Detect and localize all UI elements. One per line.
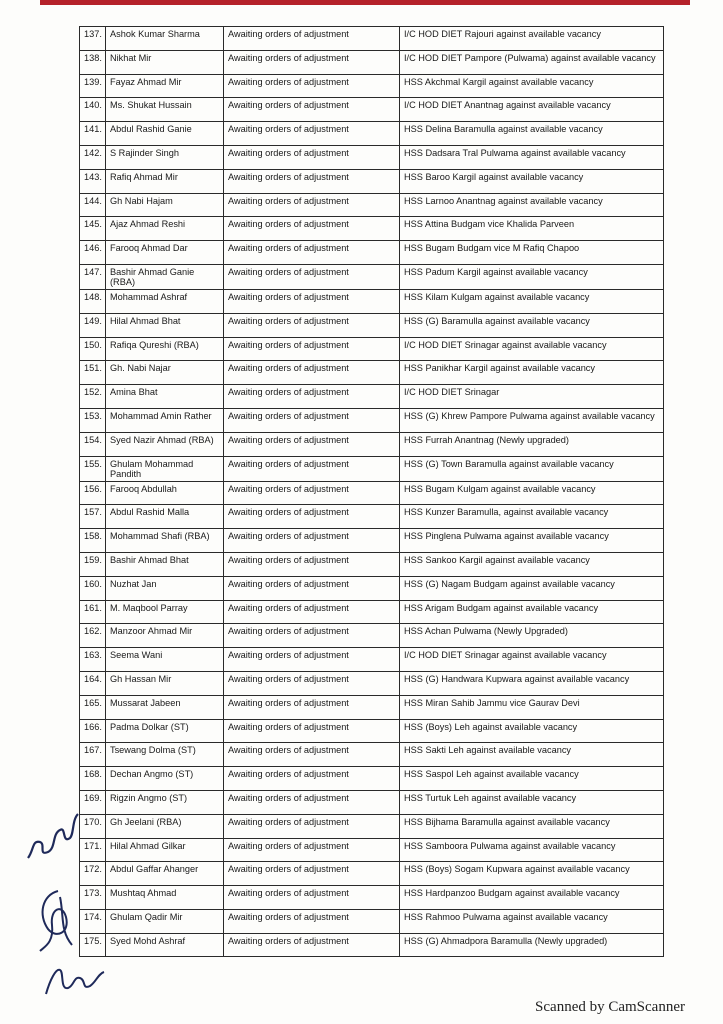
serial-number-cell: 143. xyxy=(80,169,106,193)
table-row xyxy=(80,408,664,432)
posting-cell: HSS Kunzer Baramulla, against available vacancy xyxy=(400,505,664,529)
table-row xyxy=(80,838,664,862)
status-cell: Awaiting orders of adjustment xyxy=(224,289,400,313)
posting-cell: HSS Arigam Budgam against available vacancy xyxy=(400,600,664,624)
name-cell: Ghulam Qadir Mir xyxy=(106,909,224,933)
serial-number-cell: 159. xyxy=(80,552,106,576)
status-cell: Awaiting orders of adjustment xyxy=(224,719,400,743)
serial-number-cell: 156. xyxy=(80,481,106,505)
table-row xyxy=(80,50,664,74)
table-row xyxy=(80,481,664,505)
name-cell: M. Maqbool Parray xyxy=(106,600,224,624)
status-cell: Awaiting orders of adjustment xyxy=(224,648,400,672)
posting-cell: HSS Miran Sahib Jammu vice Gaurav Devi xyxy=(400,695,664,719)
table-row xyxy=(80,241,664,265)
posting-cell: HSS Delina Baramulla against available vacancy xyxy=(400,122,664,146)
posting-cell: I/C HOD DIET Srinagar xyxy=(400,385,664,409)
serial-number-cell: 148. xyxy=(80,289,106,313)
table-row xyxy=(80,361,664,385)
table-row xyxy=(80,74,664,98)
table-row xyxy=(80,790,664,814)
serial-number-cell: 151. xyxy=(80,361,106,385)
name-cell: Gh Nabi Hajam xyxy=(106,193,224,217)
name-cell: Mohammad Amin Rather xyxy=(106,408,224,432)
table-row xyxy=(80,193,664,217)
name-cell: Ms. Shukat Hussain xyxy=(106,98,224,122)
status-cell: Awaiting orders of adjustment xyxy=(224,27,400,51)
name-cell: Hilal Ahmad Gilkar xyxy=(106,838,224,862)
status-cell: Awaiting orders of adjustment xyxy=(224,50,400,74)
serial-number-cell: 141. xyxy=(80,122,106,146)
posting-cell: HSS Rahmoo Pulwama against available vacancy xyxy=(400,909,664,933)
table-row xyxy=(80,552,664,576)
status-cell: Awaiting orders of adjustment xyxy=(224,505,400,529)
name-cell: Manzoor Ahmad Mir xyxy=(106,624,224,648)
posting-cell: HSS (Boys) Sogam Kupwara against available vacancy xyxy=(400,862,664,886)
status-cell: Awaiting orders of adjustment xyxy=(224,909,400,933)
table-row xyxy=(80,505,664,529)
table-row xyxy=(80,933,664,957)
status-cell: Awaiting orders of adjustment xyxy=(224,98,400,122)
status-cell: Awaiting orders of adjustment xyxy=(224,576,400,600)
posting-cell: HSS Pinglena Pulwama against available vacancy xyxy=(400,529,664,553)
table-row xyxy=(80,385,664,409)
serial-number-cell: 158. xyxy=(80,529,106,553)
name-cell: Rigzin Angmo (ST) xyxy=(106,790,224,814)
posting-cell: HSS Hardpanzoo Budgam against available vacancy xyxy=(400,886,664,910)
status-cell: Awaiting orders of adjustment xyxy=(224,313,400,337)
name-cell: Mohammad Shafi (RBA) xyxy=(106,529,224,553)
posting-cell: HSS Baroo Kargil against available vacancy xyxy=(400,169,664,193)
serial-number-cell: 171. xyxy=(80,838,106,862)
serial-number-cell: 168. xyxy=(80,767,106,791)
posting-cell: HSS Sakti Leh against available vacancy xyxy=(400,743,664,767)
table-row xyxy=(80,862,664,886)
name-cell: S Rajinder Singh xyxy=(106,145,224,169)
serial-number-cell: 163. xyxy=(80,648,106,672)
name-cell: Syed Nazir Ahmad (RBA) xyxy=(106,432,224,456)
serial-number-cell: 162. xyxy=(80,624,106,648)
serial-number-cell: 166. xyxy=(80,719,106,743)
name-cell: Ajaz Ahmad Reshi xyxy=(106,217,224,241)
posting-cell: I/C HOD DIET Anantnag against available vacancy xyxy=(400,98,664,122)
table-row xyxy=(80,743,664,767)
name-cell: Rafiqa Qureshi (RBA) xyxy=(106,337,224,361)
serial-number-cell: 152. xyxy=(80,385,106,409)
posting-cell: HSS (G) Khrew Pampore Pulwama against available vacancy xyxy=(400,408,664,432)
status-cell: Awaiting orders of adjustment xyxy=(224,600,400,624)
status-cell: Awaiting orders of adjustment xyxy=(224,432,400,456)
posting-cell: HSS Saspol Leh against available vacancy xyxy=(400,767,664,791)
table-row xyxy=(80,27,664,51)
serial-number-cell: 150. xyxy=(80,337,106,361)
scanner-watermark: Scanned by CamScanner xyxy=(535,999,685,1015)
name-cell: Mussarat Jabeen xyxy=(106,695,224,719)
posting-cell: HSS Dadsara Tral Pulwama against available vacancy xyxy=(400,145,664,169)
table-row xyxy=(80,909,664,933)
table-row xyxy=(80,337,664,361)
name-cell: Padma Dolkar (ST) xyxy=(106,719,224,743)
name-cell: Nikhat Mir xyxy=(106,50,224,74)
table-row xyxy=(80,529,664,553)
posting-cell: HSS Kilam Kulgam against available vacancy xyxy=(400,289,664,313)
posting-cell: HSS Bugam Kulgam against available vacancy xyxy=(400,481,664,505)
name-cell: Tsewang Dolma (ST) xyxy=(106,743,224,767)
posting-cell: HSS Turtuk Leh against available vacancy xyxy=(400,790,664,814)
table-row xyxy=(80,169,664,193)
serial-number-cell: 147. xyxy=(80,264,106,289)
posting-cell: HSS Furrah Anantnag (Newly upgraded) xyxy=(400,432,664,456)
status-cell: Awaiting orders of adjustment xyxy=(224,74,400,98)
serial-number-cell: 145. xyxy=(80,217,106,241)
posting-cell: HSS Attina Budgam vice Khalida Parveen xyxy=(400,217,664,241)
serial-number-cell: 155. xyxy=(80,456,106,481)
table-row xyxy=(80,432,664,456)
status-cell: Awaiting orders of adjustment xyxy=(224,408,400,432)
posting-cell: HSS (G) Ahmadpora Baramulla (Newly upgraded) xyxy=(400,933,664,957)
name-cell: Gh Jeelani (RBA) xyxy=(106,814,224,838)
status-cell: Awaiting orders of adjustment xyxy=(224,361,400,385)
top-edge-band xyxy=(40,0,690,5)
table-row xyxy=(80,122,664,146)
name-cell: Fayaz Ahmad Mir xyxy=(106,74,224,98)
name-cell: Hilal Ahmad Bhat xyxy=(106,313,224,337)
posting-cell: HSS Bijhama Baramulla against available vacancy xyxy=(400,814,664,838)
name-cell: Nuzhat Jan xyxy=(106,576,224,600)
name-cell: Bashir Ahmad Bhat xyxy=(106,552,224,576)
name-cell: Abdul Gaffar Ahanger xyxy=(106,862,224,886)
name-cell: Mushtaq Ahmad xyxy=(106,886,224,910)
table-row xyxy=(80,289,664,313)
status-cell: Awaiting orders of adjustment xyxy=(224,456,400,481)
table-row xyxy=(80,886,664,910)
posting-cell: HSS Samboora Pulwama against available vacancy xyxy=(400,838,664,862)
table-body xyxy=(80,27,664,957)
signature-mark-2 xyxy=(30,885,85,955)
name-cell: Syed Mohd Ashraf xyxy=(106,933,224,957)
serial-number-cell: 142. xyxy=(80,145,106,169)
name-cell: Farooq Ahmad Dar xyxy=(106,241,224,265)
status-cell: Awaiting orders of adjustment xyxy=(224,671,400,695)
status-cell: Awaiting orders of adjustment xyxy=(224,193,400,217)
table-row xyxy=(80,767,664,791)
status-cell: Awaiting orders of adjustment xyxy=(224,264,400,289)
serial-number-cell: 161. xyxy=(80,600,106,624)
status-cell: Awaiting orders of adjustment xyxy=(224,814,400,838)
name-cell: Ashok Kumar Sharma xyxy=(106,27,224,51)
posting-cell: HSS (G) Handwara Kupwara against available vacancy xyxy=(400,671,664,695)
serial-number-cell: 164. xyxy=(80,671,106,695)
serial-number-cell: 146. xyxy=(80,241,106,265)
table-row xyxy=(80,217,664,241)
serial-number-cell: 144. xyxy=(80,193,106,217)
signature-mark-1 xyxy=(22,800,82,870)
adjustment-table xyxy=(79,26,664,957)
posting-cell: HSS (G) Nagam Budgam against available vacancy xyxy=(400,576,664,600)
status-cell: Awaiting orders of adjustment xyxy=(224,838,400,862)
posting-cell: HSS Bugam Budgam vice M Rafiq Chapoo xyxy=(400,241,664,265)
name-cell: Farooq Abdullah xyxy=(106,481,224,505)
posting-cell: HSS Akchmal Kargil against available vacancy xyxy=(400,74,664,98)
table-row xyxy=(80,719,664,743)
name-cell: Mohammad Ashraf xyxy=(106,289,224,313)
serial-number-cell: 140. xyxy=(80,98,106,122)
table-row xyxy=(80,814,664,838)
status-cell: Awaiting orders of adjustment xyxy=(224,481,400,505)
serial-number-cell: 175. xyxy=(80,933,106,957)
name-cell: Seema Wani xyxy=(106,648,224,672)
name-cell: Bashir Ahmad Ganie (RBA) xyxy=(106,264,224,289)
table-row xyxy=(80,695,664,719)
serial-number-cell: 137. xyxy=(80,27,106,51)
posting-cell: I/C HOD DIET Srinagar against available vacancy xyxy=(400,337,664,361)
posting-cell: HSS Panikhar Kargil against available vacancy xyxy=(400,361,664,385)
status-cell: Awaiting orders of adjustment xyxy=(224,337,400,361)
posting-cell: HSS (G) Baramulla against available vacancy xyxy=(400,313,664,337)
serial-number-cell: 139. xyxy=(80,74,106,98)
serial-number-cell: 149. xyxy=(80,313,106,337)
serial-number-cell: 138. xyxy=(80,50,106,74)
table-row xyxy=(80,264,664,289)
status-cell: Awaiting orders of adjustment xyxy=(224,552,400,576)
status-cell: Awaiting orders of adjustment xyxy=(224,385,400,409)
serial-number-cell: 157. xyxy=(80,505,106,529)
name-cell: Gh. Nabi Najar xyxy=(106,361,224,385)
table-row xyxy=(80,600,664,624)
signature-mark-3 xyxy=(40,960,110,1000)
posting-cell: I/C HOD DIET Srinagar against available vacancy xyxy=(400,648,664,672)
table-row xyxy=(80,456,664,481)
serial-number-cell: 165. xyxy=(80,695,106,719)
name-cell: Dechan Angmo (ST) xyxy=(106,767,224,791)
name-cell: Amina Bhat xyxy=(106,385,224,409)
table-row xyxy=(80,145,664,169)
table-row xyxy=(80,648,664,672)
table-row xyxy=(80,313,664,337)
table-row xyxy=(80,624,664,648)
status-cell: Awaiting orders of adjustment xyxy=(224,122,400,146)
name-cell: Gh Hassan Mir xyxy=(106,671,224,695)
status-cell: Awaiting orders of adjustment xyxy=(224,743,400,767)
serial-number-cell: 172. xyxy=(80,862,106,886)
serial-number-cell: 160. xyxy=(80,576,106,600)
serial-number-cell: 174. xyxy=(80,909,106,933)
posting-cell: HSS Padum Kargil against available vacancy xyxy=(400,264,664,289)
status-cell: Awaiting orders of adjustment xyxy=(224,790,400,814)
status-cell: Awaiting orders of adjustment xyxy=(224,862,400,886)
table-row xyxy=(80,671,664,695)
posting-cell: HSS Achan Pulwama (Newly Upgraded) xyxy=(400,624,664,648)
serial-number-cell: 153. xyxy=(80,408,106,432)
table-row xyxy=(80,576,664,600)
status-cell: Awaiting orders of adjustment xyxy=(224,695,400,719)
status-cell: Awaiting orders of adjustment xyxy=(224,624,400,648)
serial-number-cell: 169. xyxy=(80,790,106,814)
name-cell: Ghulam Mohammad Pandith xyxy=(106,456,224,481)
serial-number-cell: 173. xyxy=(80,886,106,910)
status-cell: Awaiting orders of adjustment xyxy=(224,169,400,193)
name-cell: Abdul Rashid Ganie xyxy=(106,122,224,146)
status-cell: Awaiting orders of adjustment xyxy=(224,767,400,791)
serial-number-cell: 170. xyxy=(80,814,106,838)
status-cell: Awaiting orders of adjustment xyxy=(224,145,400,169)
status-cell: Awaiting orders of adjustment xyxy=(224,529,400,553)
serial-number-cell: 154. xyxy=(80,432,106,456)
status-cell: Awaiting orders of adjustment xyxy=(224,886,400,910)
name-cell: Rafiq Ahmad Mir xyxy=(106,169,224,193)
status-cell: Awaiting orders of adjustment xyxy=(224,933,400,957)
name-cell: Abdul Rashid Malla xyxy=(106,505,224,529)
status-cell: Awaiting orders of adjustment xyxy=(224,241,400,265)
status-cell: Awaiting orders of adjustment xyxy=(224,217,400,241)
posting-cell: I/C HOD DIET Pampore (Pulwama) against available vacancy xyxy=(400,50,664,74)
table-row xyxy=(80,98,664,122)
posting-cell: HSS (Boys) Leh against available vacancy xyxy=(400,719,664,743)
posting-cell: HSS (G) Town Baramulla against available vacancy xyxy=(400,456,664,481)
posting-cell: I/C HOD DIET Rajouri against available vacancy xyxy=(400,27,664,51)
posting-cell: HSS Larnoo Anantnag against available vacancy xyxy=(400,193,664,217)
serial-number-cell: 167. xyxy=(80,743,106,767)
posting-cell: HSS Sankoo Kargil against available vacancy xyxy=(400,552,664,576)
